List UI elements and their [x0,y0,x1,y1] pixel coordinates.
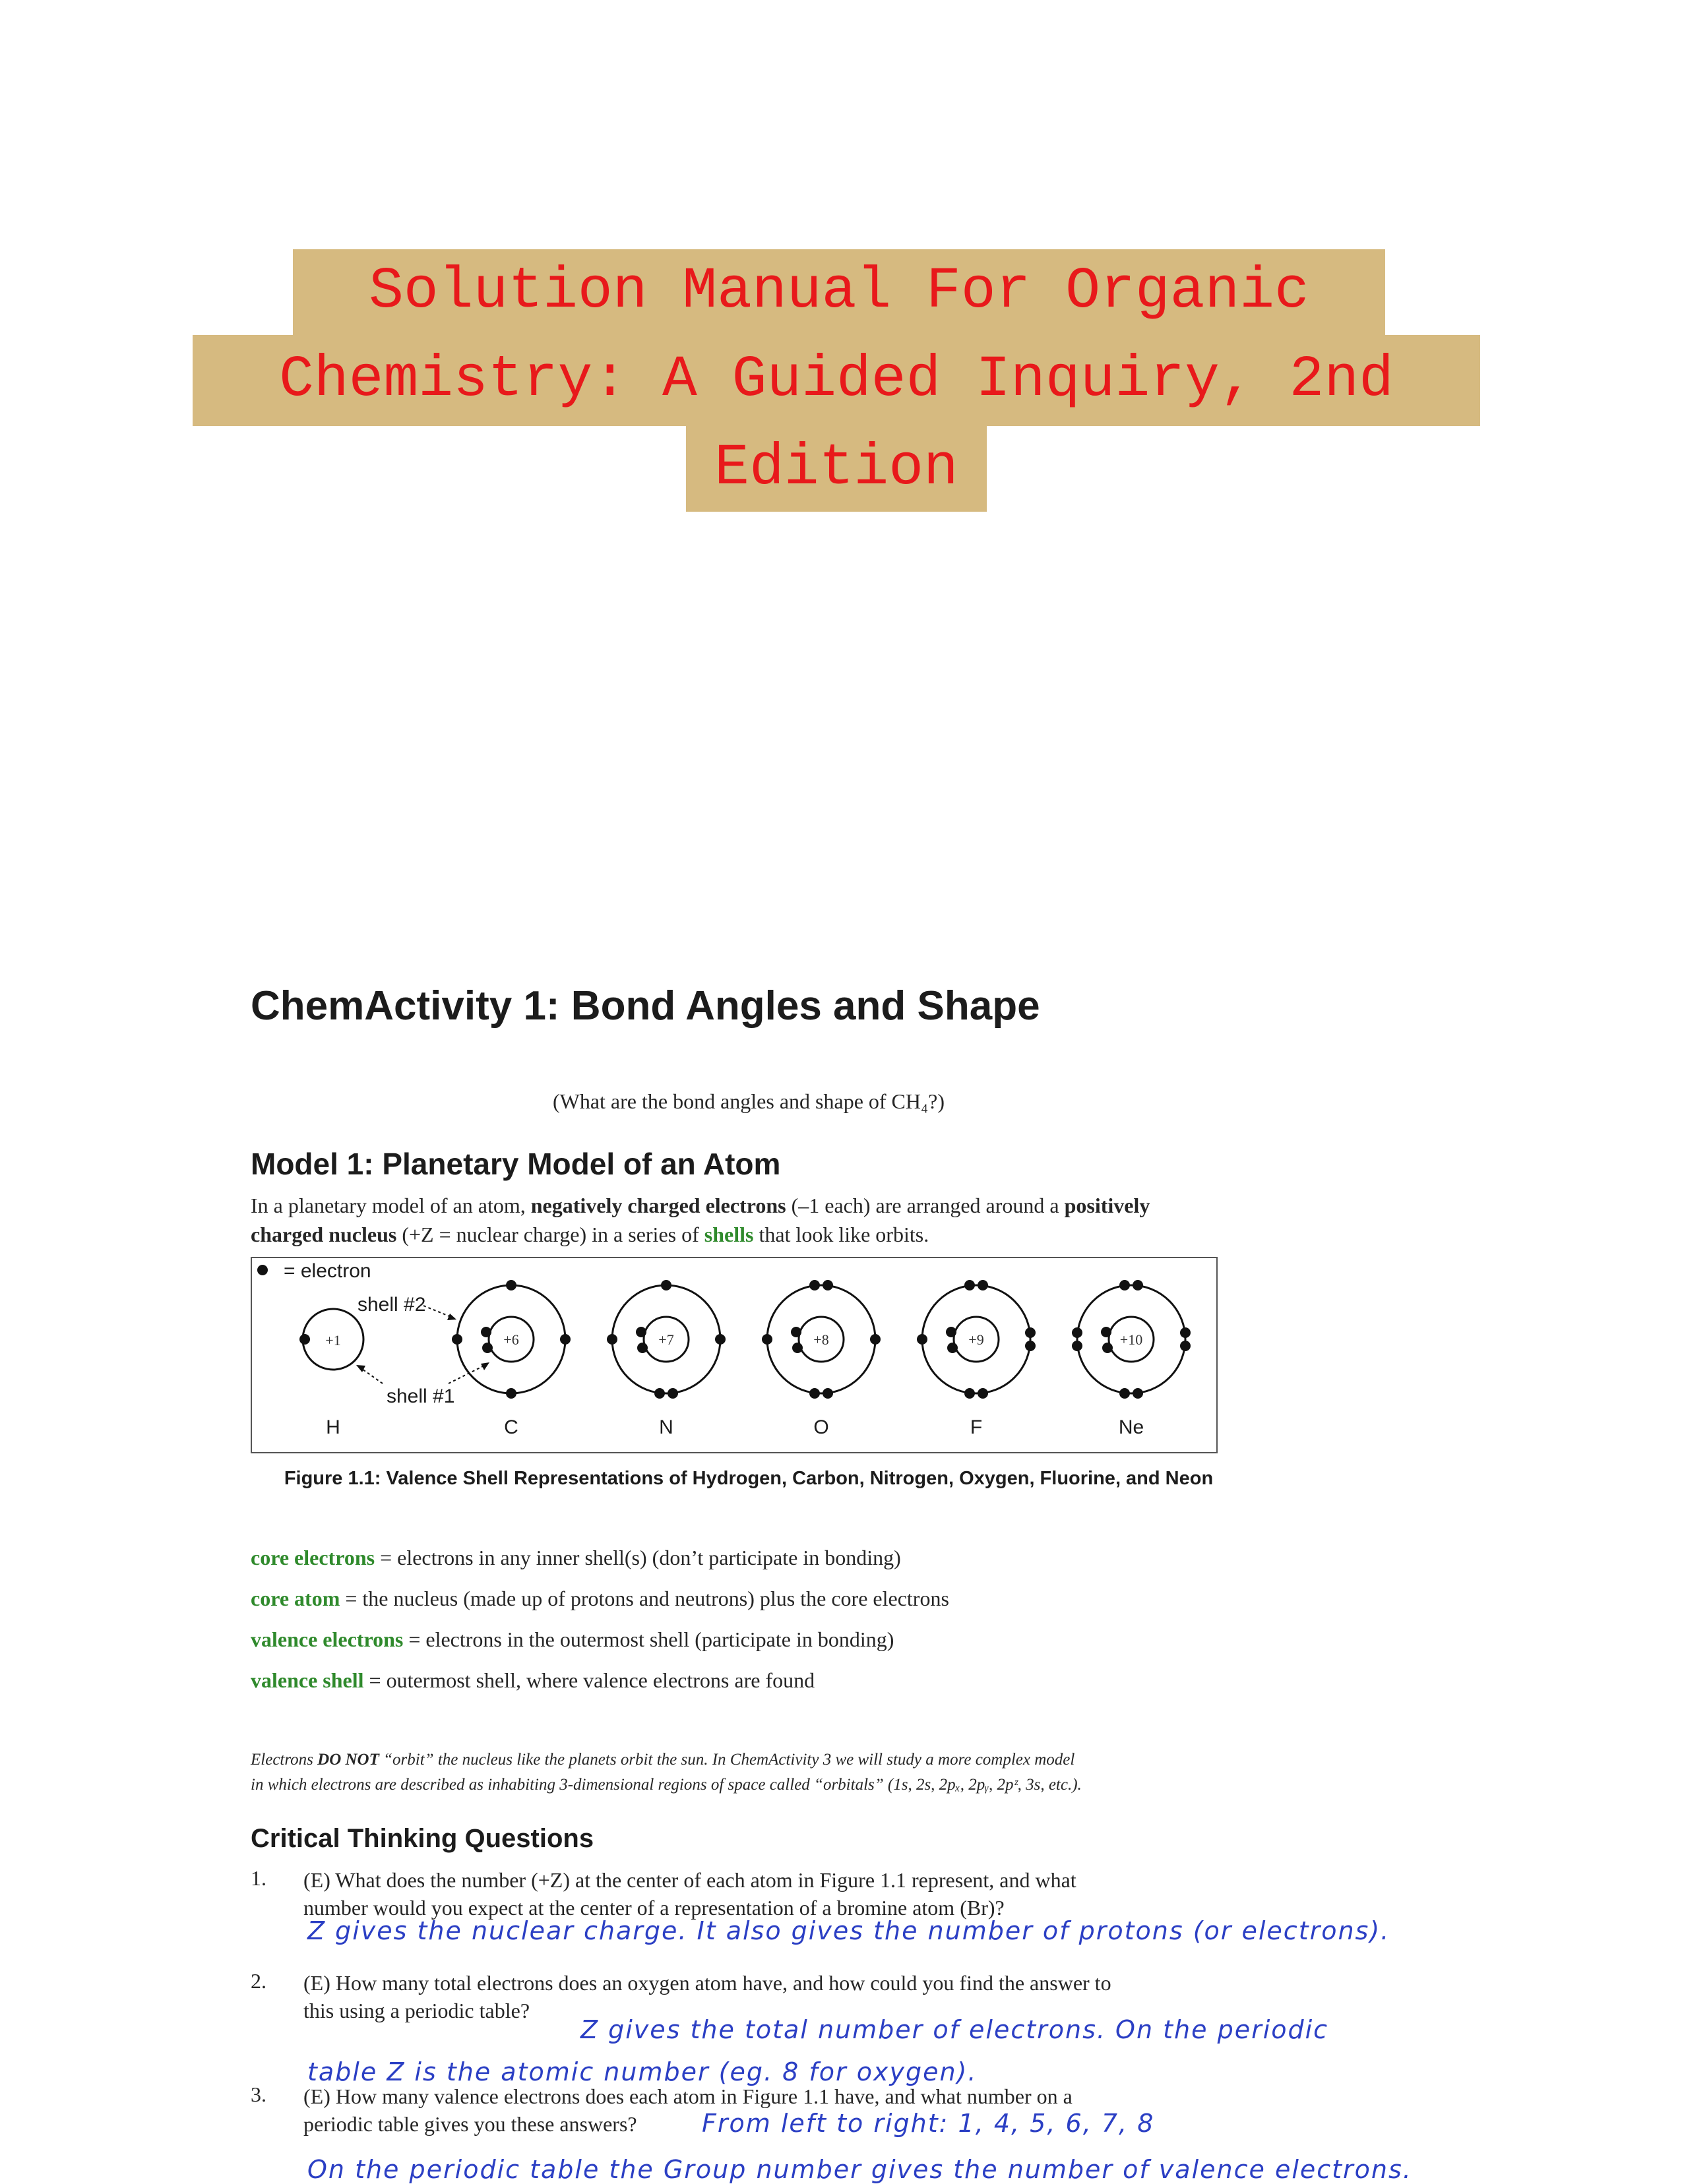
term-valence-electrons: valence electrons [251,1627,404,1651]
shell-1-label: shell #1 [387,1385,455,1407]
figure-atoms [251,1257,1218,1455]
activity-subtitle: (What are the bond angles and shape of CH₄?) [552,1089,945,1113]
figure-caption: Figure 1.1: Valence Shell Representations of Hydrogen, Carbon, Nitrogen, Oxygen, Fluorine, and Neon [284,1468,1214,1489]
question-1-line-1: (E) What does the number (+Z) at the center of each atom in Figure 1.1 represent, and what [303,1868,1076,1892]
title-line-1: Solution Manual For Organic [293,249,1385,335]
atom-symbol-ne: Ne [1118,1416,1144,1438]
note-text-2: “orbit” the nucleus like the planets orbit the sun. In ChemActivity 3 we will study a more complex model [383,1751,1075,1769]
intro-bold-nucleus: positively charged nucleus [251,1194,1150,1246]
definition-valence-shell [251,1668,815,1693]
atom-charge-h: +1 [325,1332,341,1349]
question-2-line-1: (E) How many total electrons does an oxygen atom have, and how could you find the answer to [303,1971,1111,1995]
question-3-number: 3. [251,2082,266,2106]
legend-electron-dot [257,1265,268,1275]
intro-text-3: (+Z = nuclear charge) in a series of [402,1223,699,1246]
definition-core-electrons [251,1546,901,1570]
atom-charge-ne: +10 [1119,1331,1143,1348]
atom-charge-o: +8 [813,1331,829,1348]
intro-text-4: that look like orbits. [759,1223,929,1246]
definition-text: = the nucleus (made up of protons and neutrons) plus the core electrons [345,1587,949,1610]
definition-text: = electrons in the outermost shell (participate in bonding) [408,1627,894,1651]
atom-symbol-h: H [326,1416,340,1438]
note-emphasis: DO NOT [317,1751,379,1769]
orbit-note [251,1747,1253,1798]
ctq-heading: Critical Thinking Questions [251,1824,594,1853]
term-valence-shell: valence shell [251,1668,364,1692]
note-text-1: Electrons [251,1751,313,1769]
question-1-text [303,1866,1076,1922]
answer-1-handwritten: Z gives the nuclear charge. It also gives the number of protons (or electrons). [307,1916,1390,1945]
atom-charge-f: +9 [968,1331,984,1348]
atom-charge-n: +7 [658,1331,674,1348]
intro-bold-electrons: negatively charged electrons [530,1194,786,1217]
model-heading: Model 1: Planetary Model of an Atom [251,1147,781,1181]
title-line-2: Chemistry: A Guided Inquiry, 2nd [193,335,1480,426]
definition-core-atom [251,1587,949,1611]
definition-valence-electrons [251,1627,894,1652]
atom-symbol-n: N [659,1416,673,1438]
answer-2-handwritten-b: table Z is the atomic number (eg. 8 for oxygen). [307,2057,978,2086]
atom-symbol-c: C [504,1416,518,1438]
model-intro [251,1191,1214,1249]
intro-text-2: (–1 each) are arranged around a [791,1194,1059,1217]
term-core-atom: core atom [251,1587,340,1610]
atom-charge-c: +6 [503,1331,519,1348]
answer-2-handwritten-a: Z gives the total number of electrons. On the periodic [580,2015,1329,2044]
definition-text: = outermost shell, where valence electrons are found [369,1668,815,1692]
legend-label: = electron [284,1260,371,1282]
intro-term-shells: shells [704,1223,754,1246]
definition-text: = electrons in any inner shell(s) (don’t participate in bonding) [380,1546,901,1569]
answer-3-handwritten-b: On the periodic table the Group number gives the number of valence electrons. [307,2155,1412,2184]
question-1-line-2: number would you expect at the center of a representation of a bromine atom (Br)? [303,1896,1005,1920]
question-1-number: 1. [251,1866,266,1890]
answer-3-handwritten-a: From left to right: 1, 4, 5, 6, 7, 8 [702,2109,1155,2138]
question-3-line-1: (E) How many valence electrons does each atom in Figure 1.1 have, and what number on a [303,2084,1073,2108]
note-text-3: in which electrons are described as inhabiting 3-dimensional regions of space called “orbitals” (1s, 2s, 2pₓ, 2pᵧ, 2pᶻ, 3s, etc.). [251,1776,1082,1794]
question-2-line-2: this using a periodic table? [303,1999,530,2022]
atom-symbol-f: F [970,1416,983,1438]
title-line-3: Edition [686,426,987,512]
atom-symbol-o: O [813,1416,829,1438]
question-3-line-2: periodic table gives you these answers? [303,2112,637,2136]
term-core-electrons: core electrons [251,1546,375,1569]
figure-frame [251,1258,1217,1453]
intro-text-1: In a planetary model of an atom, [251,1194,526,1217]
activity-title: ChemActivity 1: Bond Angles and Shape [251,983,1040,1029]
shell-2-label: shell #2 [358,1294,426,1316]
question-2-number: 2. [251,1969,266,1993]
